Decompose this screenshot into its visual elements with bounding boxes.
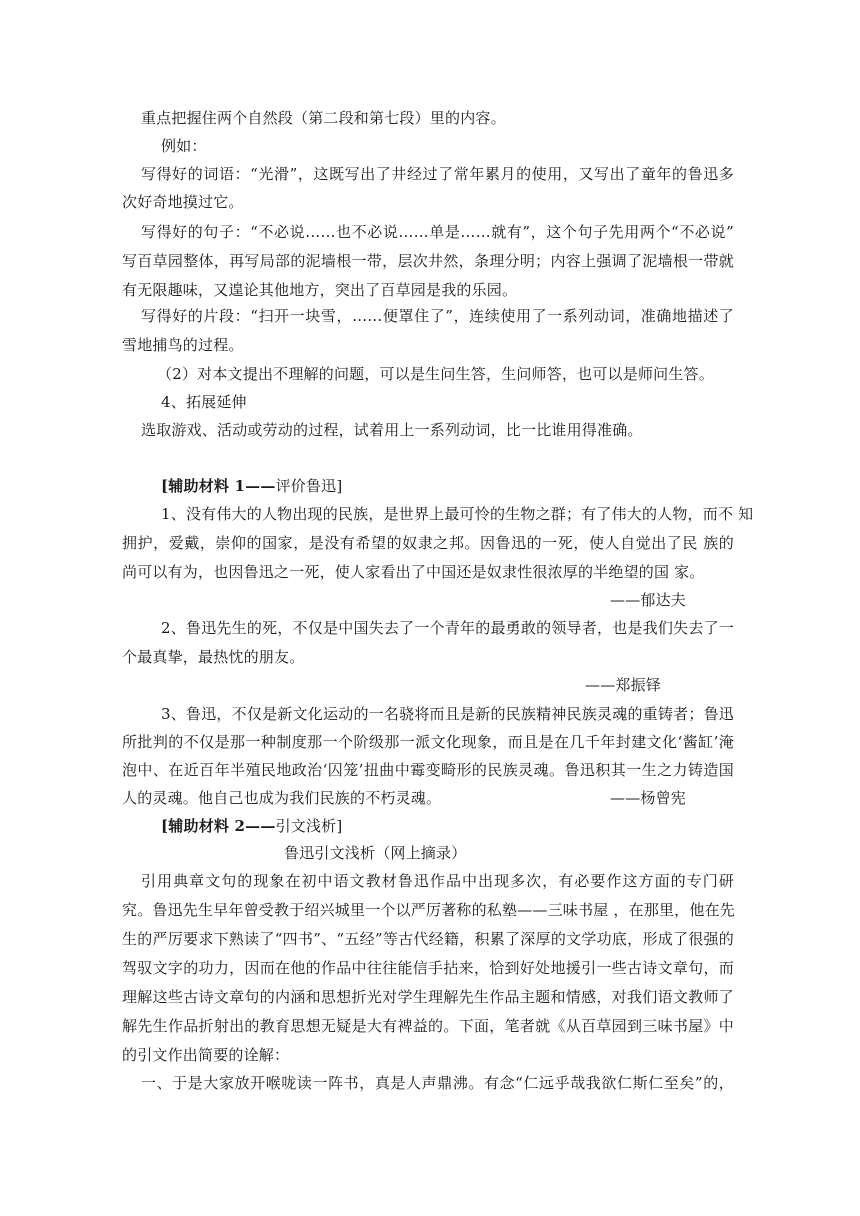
paragraph-extension: 选取游戏、活动或劳动的过程，试着用上一系列动词，比一比谁用得准确。 [141, 421, 643, 439]
quote-1-line-1: 1、没有伟大的人物出现的民族，是世界上最可怜的生物之群；有了伟大的人物，而不 知 [161, 505, 754, 523]
heading-material-2-bold: [辅助材料 2—— [161, 817, 276, 835]
article-line-5: 理解这些古诗文章句的内涵和思想折光对学生理解先生作品主题和情感，对我们语文教师了 [122, 988, 734, 1006]
heading-material-1-rest: 评价鲁迅] [275, 477, 343, 495]
article-line-8: 一、于是大家放开喉咙读一阵书，真是人声鼎沸。有念“仁远乎哉我欲仁斯仁至矣”的， [141, 1074, 734, 1092]
paragraph-questions: （2）对本文提出不理解的问题，可以是生问生答，生问师答，也可以是师问生答。 [157, 365, 714, 383]
article-subtitle: 鲁迅引文浅析（网上摘录） [284, 844, 467, 862]
paragraph-good-passage-line-1: 写得好的片段：“扫开一块雪，……便罩住了”，连续使用了一系列动词，准确地描述了 [141, 307, 734, 325]
paragraph-good-sentence-line-1: 写得好的句子：“不必说……也不必说……单是……就有”，这个句子先用两个“不必说” [141, 223, 734, 241]
paragraph-good-sentence-line-3: 有无限趣味，又遑论其他地方，突出了百草园是我的乐园。 [122, 281, 518, 299]
quote-3-line-4: 人的灵魂。他自己也成为我们民族的不朽灵魂。 [122, 789, 442, 807]
quote-2-author: ——郑振铎 [585, 676, 662, 694]
heading-material-2 [161, 814, 342, 838]
heading-material-1 [161, 474, 342, 498]
quote-2-line-1: 2、鲁迅先生的死，不仅是中国失去了一个青年的最勇敢的领导者，也是我们失去了一 [161, 619, 734, 637]
paragraph-good-words-line-1: 写得好的词语：“光滑”，这既写出了井经过了常年累月的使用，又写出了童年的鲁迅多 [141, 165, 734, 183]
paragraph-good-passage-line-2: 雪地捕鸟的过程。 [122, 336, 244, 354]
heading-material-1-bold: [辅助材料 1—— [161, 477, 276, 495]
quote-2-line-2: 个最真挚，最热忱的朋友。 [122, 648, 305, 666]
article-line-4: 驾驭文字的功力，因而在他的作品中往往能信手拈来，恰到好处地援引一些古诗文章句，而 [122, 959, 734, 977]
quote-3-line-2: 所批判的不仅是那一种制度那一个阶级那一派文化现象，而且是在几千年封建文化‘酱缸’淹 [122, 733, 734, 751]
paragraph-good-sentence-line-2: 写百草园整体，再写局部的泥墙根一带，层次井然，条理分明；内容上强调了泥墙根一带就 [122, 252, 734, 270]
quote-1-author: ——郁达夫 [610, 591, 687, 609]
quote-3-author: ——杨曾宪 [610, 789, 687, 807]
paragraph-good-words-line-2: 次好奇地摸过它。 [122, 193, 244, 211]
article-line-2: 究。鲁迅先生早年曾受教于绍兴城里一个以严厉著称的私塾——三味书屋 ，在那里，他在先 [122, 901, 735, 919]
heading-material-2-rest: 引文浅析] [275, 817, 343, 835]
paragraph-example-intro: 例如： [161, 137, 207, 155]
quote-3-line-3: 泡中、在近百年半殖民地政治‘囚笼’扭曲中霉变畸形的民族灵魂。鲁迅积其一生之力铸造国 [122, 761, 734, 779]
article-line-6: 解先生作品折射出的教育思想无疑是大有裨益的。下面，笔者就《从百草园到三味书屋》中 [122, 1017, 734, 1035]
article-line-1: 引用典章文句的现象在初中语文教材鲁迅作品中出现多次，有必要作这方面的专门研 [141, 872, 734, 890]
article-line-7: 的引文作出简要的诠解： [122, 1046, 290, 1064]
article-line-3: 生的严厉要求下熟读了“四书”、“五经”等古代经籍，积累了深厚的文学功底，形成了很强的 [122, 930, 734, 948]
paragraph-key-points: 重点把握住两个自然段（第二段和第七段）里的内容。 [141, 109, 506, 127]
quote-1-line-2: 拥护，爱戴，崇仰的国家，是没有希望的奴隶之邦。因鲁迅的一死，使人自觉出了民 族的 [122, 534, 734, 552]
quote-3-line-1: 3、鲁迅，不仅是新文化运动的一名骁将而且是新的民族精神民族灵魂的重铸者；鲁迅 [161, 705, 734, 723]
heading-extension: 4、拓展延伸 [161, 393, 247, 411]
quote-1-line-3: 尚可以有为，也因鲁迅之一死，使人家看出了中国还是奴隶性很浓厚的半绝望的国 家。 [122, 563, 705, 581]
